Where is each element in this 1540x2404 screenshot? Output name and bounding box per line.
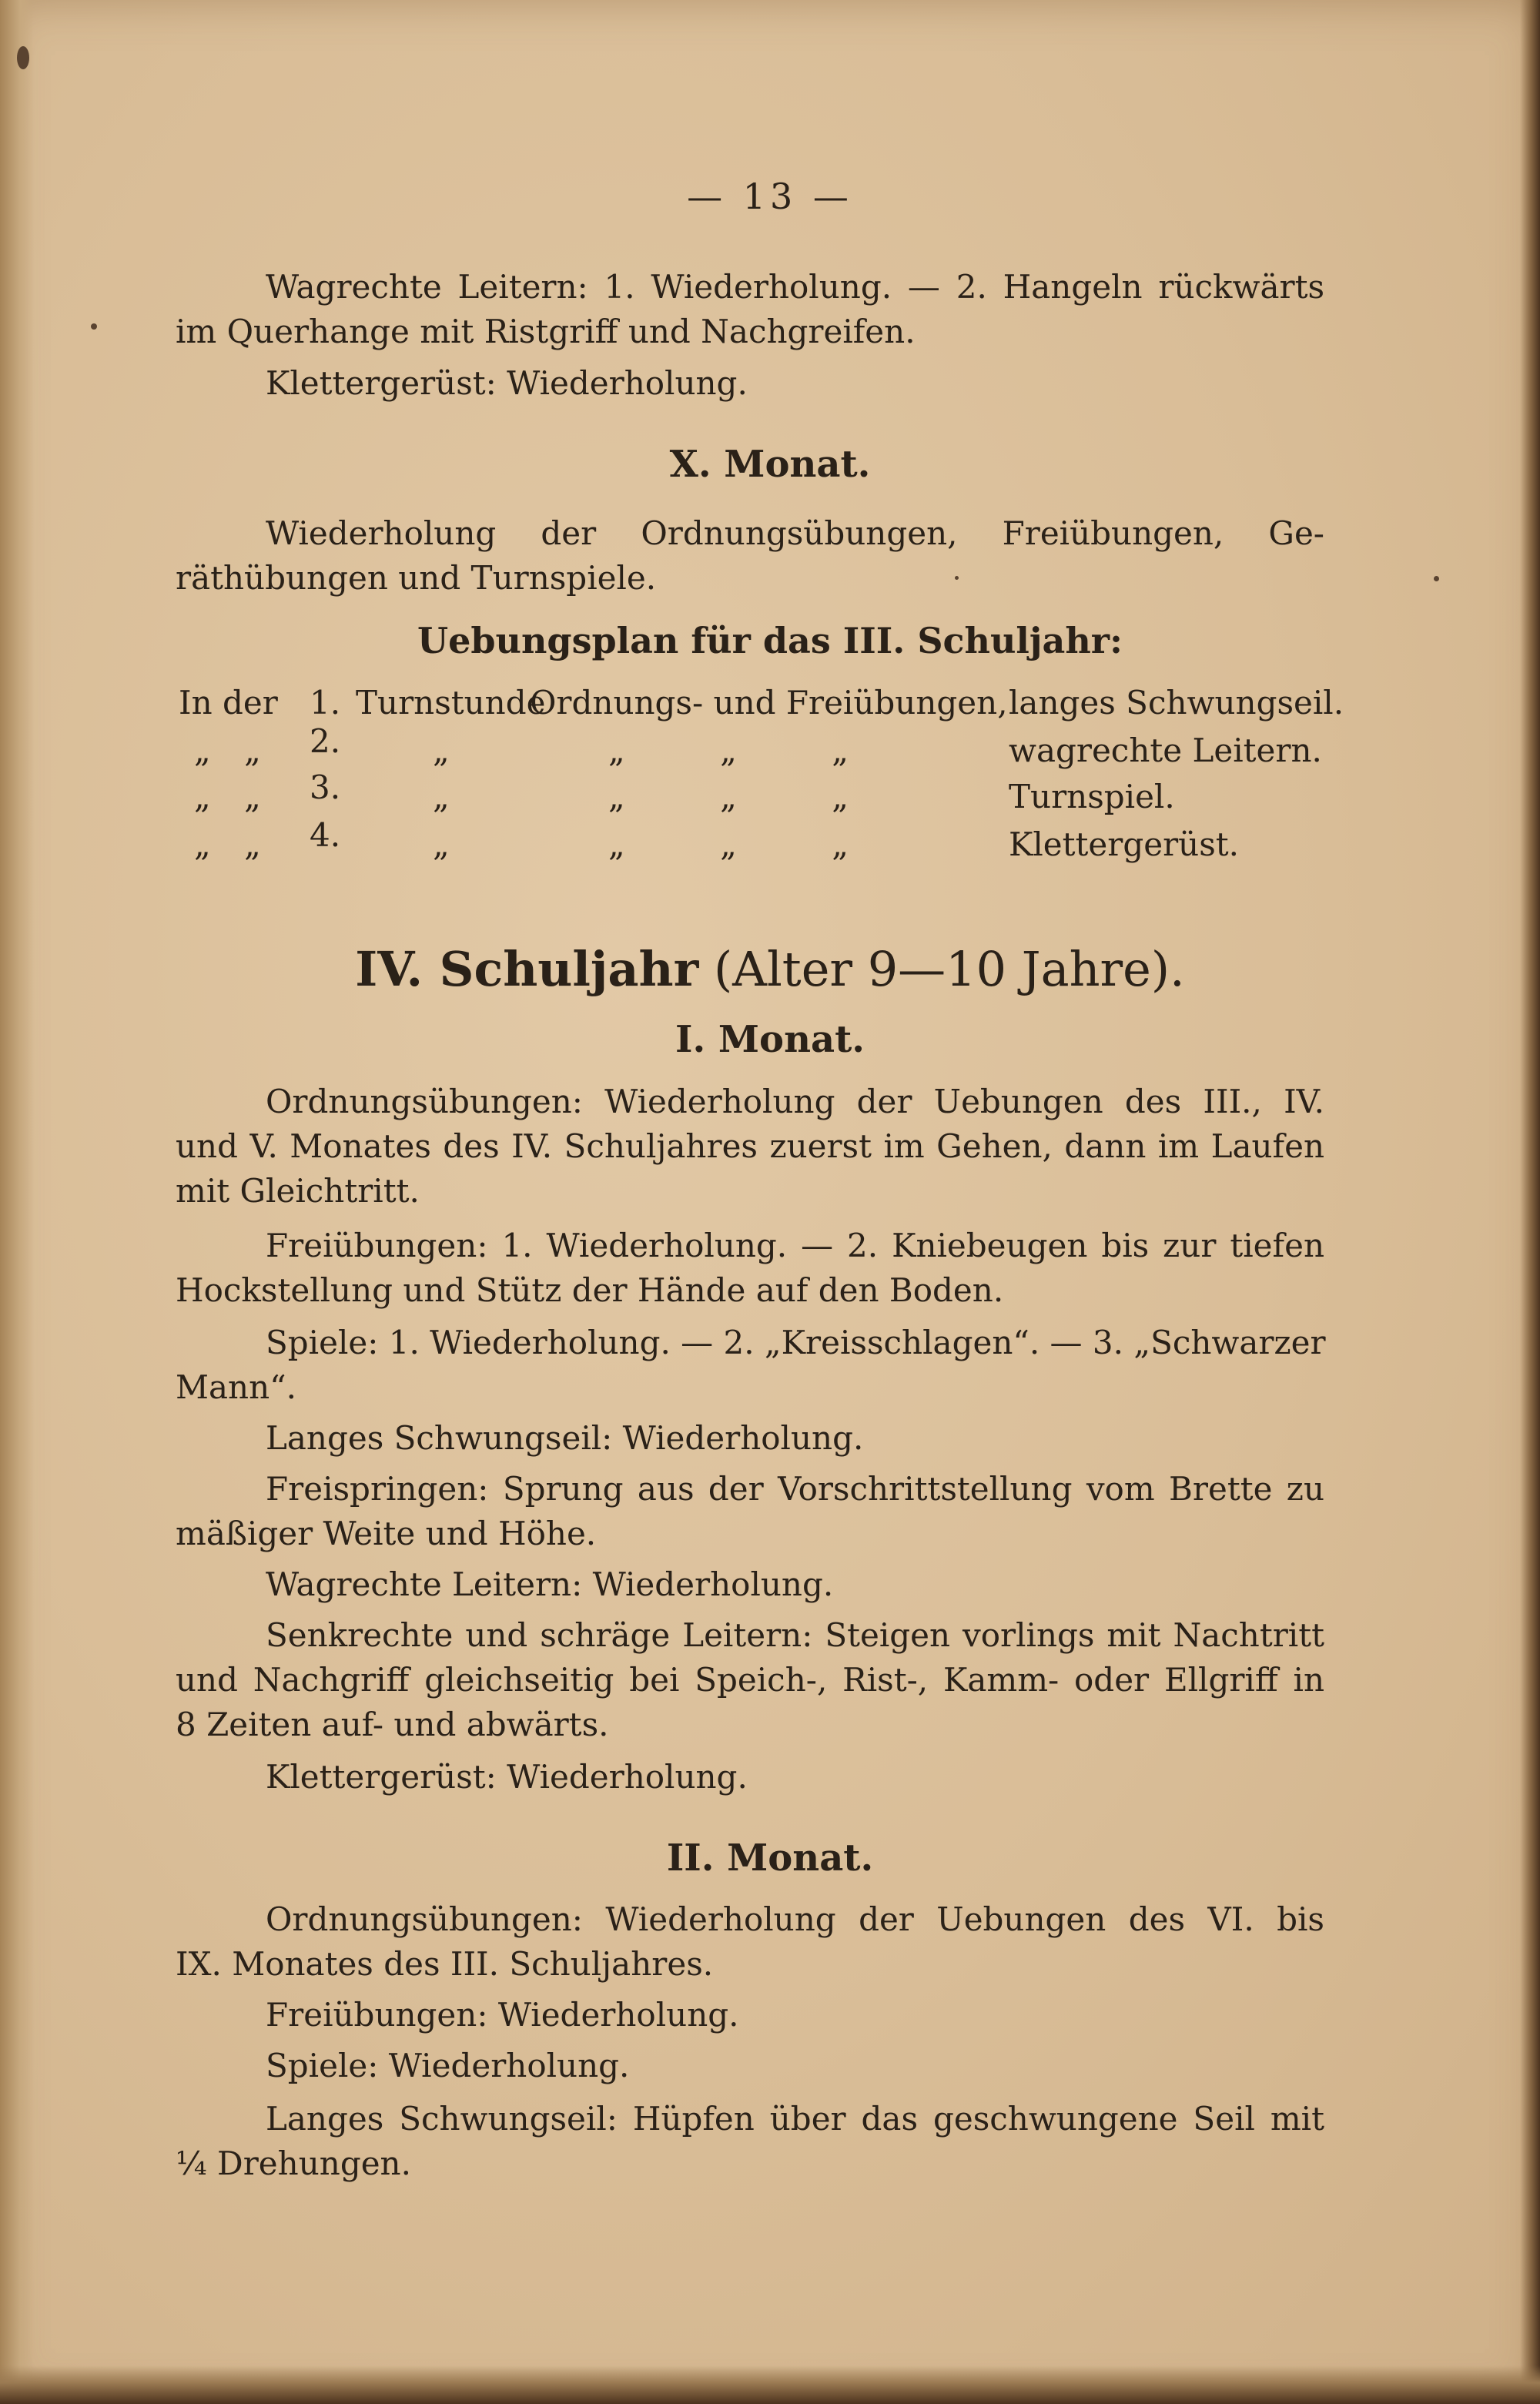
section-heading: I. Monat.	[675, 1018, 865, 1061]
text-line: IX. Monates des III. Schuljahres.	[176, 1945, 714, 1983]
text-line: Freiübungen: 1. Wiederholung. — 2. Kniebeugen bis zur tiefen	[266, 1227, 1324, 1264]
text-line: Mann“.	[176, 1368, 296, 1406]
text-line: Wagrechte Leitern: Wiederholung.	[266, 1565, 834, 1603]
page-left-edge	[0, 0, 34, 2404]
stain-mark	[1434, 576, 1439, 581]
page-number: — 13 —	[687, 176, 853, 217]
plan-cell: „ „	[194, 732, 261, 769]
text-line: im Querhange mit Ristgriff und Nachgreifen.	[176, 313, 916, 350]
plan-cell: „ „ „	[608, 778, 849, 815]
text-line: Klettergerüst: Wiederholung.	[266, 1758, 748, 1796]
text-line: Klettergerüst: Wiederholung.	[266, 364, 748, 402]
plan-cell: Klettergerüst.	[1009, 825, 1240, 863]
plan-cell: langes Schwungseil.	[1009, 684, 1344, 722]
plan-cell: 3.	[310, 768, 341, 806]
section-heading: II. Monat.	[666, 1836, 874, 1880]
plan-cell: 2.	[310, 722, 341, 760]
plan-cell: „ „ „	[608, 825, 849, 863]
text-line: ¼ Drehungen.	[176, 2145, 411, 2182]
text-line: Spiele: 1. Wiederholung. — 2. „Kreisschlagen“. — 3. „Schwarzer	[266, 1324, 1326, 1361]
plan-cell: Ordnungs- und Freiübungen,	[530, 684, 1008, 722]
text-line: Langes Schwungseil: Hüpfen über das geschwungene Seil mit	[266, 2100, 1324, 2138]
stain-mark	[17, 46, 29, 69]
chapter-heading-title: IV. Schuljahr	[355, 941, 699, 997]
text-line: Freispringen: Sprung aus der Vorschrittstellung vom Brette zu	[266, 1470, 1324, 1508]
plan-cell: „ „	[194, 825, 261, 863]
text-line: Freiübungen: Wiederholung.	[266, 1996, 739, 2034]
text-line: und Nachgriff gleichseitig bei Speich-, Rist-, Kamm- oder Ellgriff in	[176, 1661, 1324, 1699]
text-line: und V. Monates des IV. Schuljahres zuerst im Gehen, dann im Laufen	[176, 1127, 1324, 1165]
text-line: räthübungen und Turnspiele.	[176, 559, 657, 597]
chapter-heading	[0, 941, 1540, 997]
text-line: Wiederholung der Ordnungsübungen, Freiübungen, Ge-	[266, 514, 1324, 552]
text-line: 8 Zeiten auf- und abwärts.	[176, 1706, 609, 1743]
text-line: Hockstellung und Stütz der Hände auf den Boden.	[176, 1271, 1004, 1309]
stain-mark	[955, 576, 959, 580]
plan-heading: Uebungsplan für das III. Schuljahr:	[417, 620, 1123, 661]
plan-cell: „	[433, 778, 450, 815]
chapter-heading-subtitle: (Alter 9—10 Jahre).	[713, 941, 1185, 997]
plan-cell: „ „	[194, 778, 261, 815]
text-line: Wagrechte Leitern: 1. Wiederholung. — 2. Hangeln rückwärts	[266, 268, 1324, 306]
text-line: Langes Schwungseil: Wiederholung.	[266, 1419, 864, 1457]
page-bottom-edge	[0, 2365, 1540, 2404]
plan-cell: „	[433, 732, 450, 769]
plan-cell: Turnspiel.	[1009, 778, 1175, 815]
plan-cell: wagrechte Leitern.	[1009, 732, 1322, 769]
plan-cell: Turnstunde	[356, 684, 546, 722]
text-line: mit Gleichtritt.	[176, 1172, 420, 1210]
plan-cell: „	[433, 825, 450, 863]
plan-cell: 4.	[310, 816, 341, 854]
page-right-edge	[1520, 0, 1540, 2404]
plan-cell: In der	[179, 684, 278, 722]
text-line: mäßiger Weite und Höhe.	[176, 1515, 597, 1552]
text-line: Senkrechte und schräge Leitern: Steigen vorlings mit Nachtritt	[266, 1616, 1324, 1654]
section-heading: X. Monat.	[669, 443, 871, 486]
stain-mark	[91, 323, 97, 330]
text-line: Spiele: Wiederholung.	[266, 2047, 630, 2084]
plan-cell: „ „ „	[608, 732, 849, 769]
text-line: Ordnungsübungen: Wiederholung der Uebungen des III., IV.	[266, 1083, 1324, 1120]
plan-cell: 1.	[310, 684, 341, 722]
text-line: Ordnungsübungen: Wiederholung der Uebungen des VI. bis	[266, 1900, 1324, 1938]
